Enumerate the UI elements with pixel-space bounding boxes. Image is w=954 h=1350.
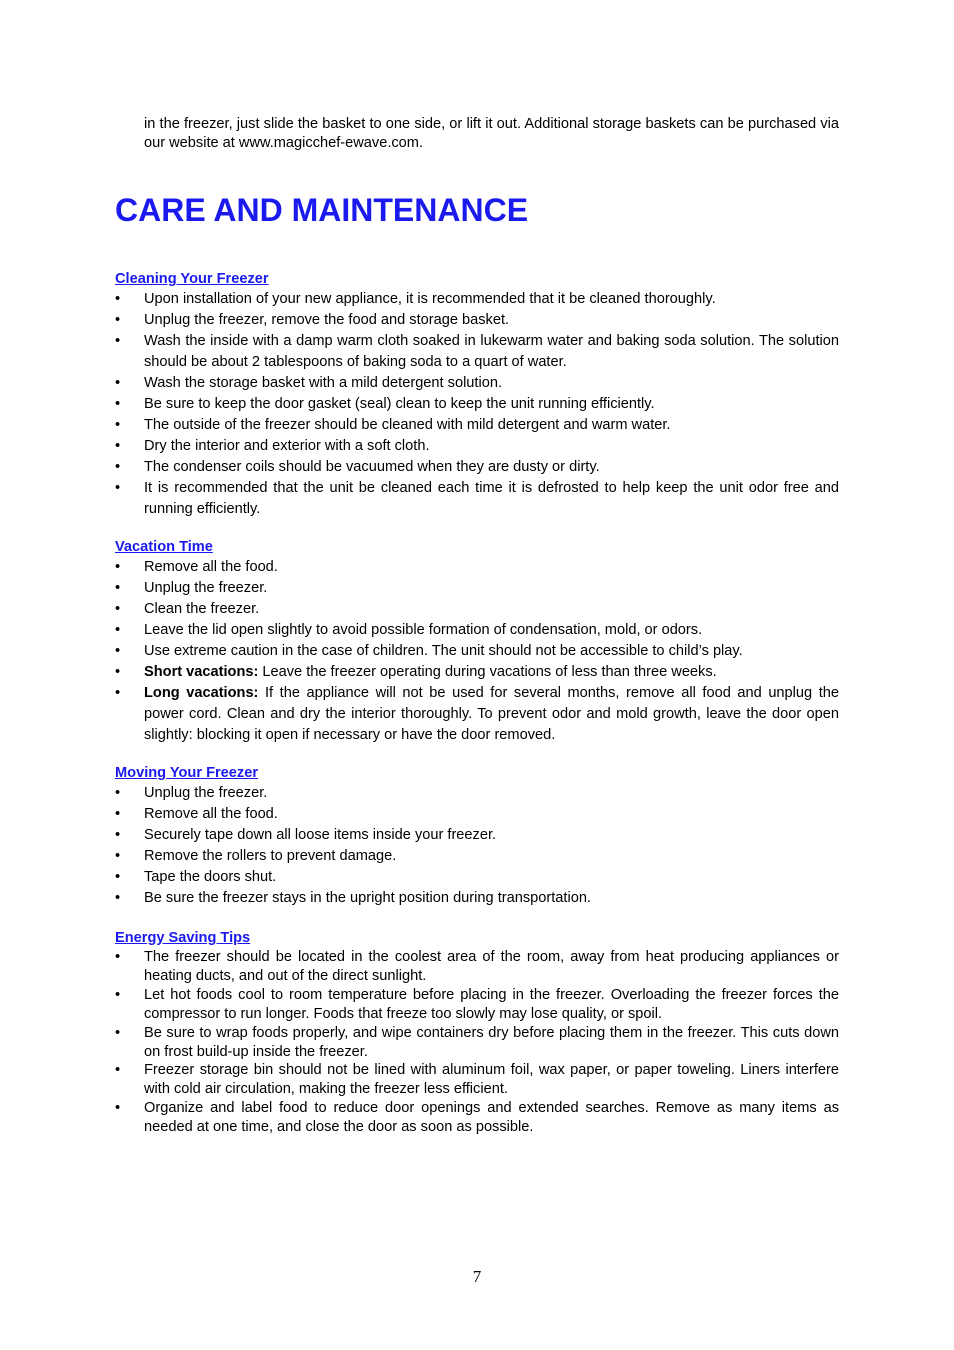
bullet-icon: •: [115, 685, 121, 701]
section-heading-energy: Energy Saving Tips: [115, 930, 251, 946]
list-item-text: Leave the freezer operating during vacations of less than three weeks.: [258, 664, 717, 680]
bullet-icon: •: [115, 438, 121, 454]
list-item-text: If the appliance will not be used for several months, remove all food and unplug the power cord. Clean and dry the interior thoroughly. To prevent odor and mold growth, leave the door open slightly: blocking it open if necessary or have the door removed.: [144, 685, 839, 743]
list-item-text: Upon installation of your new appliance, it is recommended that it be cleaned thoroughly.: [144, 291, 716, 307]
list-item: [115, 620, 839, 641]
list-item-text: It is recommended that the unit be cleaned each time it is defrosted to help keep the unit odor free and running efficiently.: [144, 480, 839, 517]
list-item: [115, 783, 839, 804]
list-item-lead: Long vacations:: [144, 685, 259, 701]
list-item-text: Wash the inside with a damp warm cloth soaked in lukewarm water and baking soda solution. The solution should be about 2 tablespoons of baking soda to a quart of water.: [144, 333, 839, 370]
section-heading-cleaning: Cleaning Your Freezer: [115, 271, 269, 287]
section-energy: [115, 929, 839, 1137]
bullet-icon: •: [115, 827, 121, 843]
list-item: [115, 662, 839, 683]
list-item: [115, 394, 839, 415]
page-number: 7: [472, 1267, 482, 1286]
section-heading-moving: Moving Your Freezer: [115, 765, 258, 781]
cleaning-list: [115, 289, 839, 520]
bullet-icon: •: [115, 580, 121, 596]
bullet-icon: •: [115, 333, 121, 349]
list-item-lead: Short vacations:: [144, 664, 259, 680]
bullet-icon: •: [115, 949, 121, 965]
list-item: [115, 457, 839, 478]
section-cleaning: [115, 270, 839, 520]
bullet-icon: •: [115, 480, 121, 496]
list-item: [115, 1061, 839, 1099]
bullet-icon: •: [115, 375, 121, 391]
list-item: [115, 986, 839, 1024]
bullet-icon: •: [115, 459, 121, 475]
list-item: [115, 436, 839, 457]
list-item-text: Organize and label food to reduce door openings and extended searches. Remove as many items as needed at one time, and close the door as soon as possible.: [144, 1100, 839, 1136]
list-item-text: Be sure to keep the door gasket (seal) clean to keep the unit running efficiently.: [144, 396, 655, 412]
bullet-icon: •: [115, 869, 121, 885]
bullet-icon: •: [115, 785, 121, 801]
list-item: [115, 310, 839, 331]
list-item: [115, 415, 839, 436]
list-item-text: Unplug the freezer, remove the food and storage basket.: [144, 312, 510, 328]
section-heading-vacation: Vacation Time: [115, 539, 213, 555]
list-item: [115, 846, 839, 867]
list-item: [115, 599, 839, 620]
vacation-list: [115, 557, 839, 746]
list-item: [115, 641, 839, 662]
bullet-icon: •: [115, 643, 121, 659]
list-item-text: Be sure to wrap foods properly, and wipe containers dry before placing them in the freezer. This cuts down on frost build-up inside the freezer.: [144, 1024, 839, 1060]
energy-list: [115, 948, 839, 1137]
list-item-text: Use extreme caution in the case of children. The unit should not be accessible to child’s play.: [144, 643, 743, 659]
bullet-icon: •: [115, 291, 121, 307]
list-item-text: Securely tape down all loose items inside your freezer.: [144, 827, 497, 843]
list-item: [115, 683, 839, 746]
list-item-text: Unplug the freezer.: [144, 580, 268, 596]
page-title: CARE AND MAINTENANCE: [115, 192, 529, 228]
list-item-text: Remove all the food.: [144, 806, 278, 822]
list-item-text: Wash the storage basket with a mild detergent solution.: [144, 375, 503, 391]
list-item: [115, 1024, 839, 1062]
list-item: [115, 331, 839, 373]
list-item-text: Tape the doors shut.: [144, 869, 277, 885]
bullet-icon: •: [115, 806, 121, 822]
list-item-text: Unplug the freezer.: [144, 785, 268, 801]
list-item: [115, 478, 839, 520]
list-item-text: The outside of the freezer should be cleaned with mild detergent and warm water.: [144, 417, 671, 433]
list-item: [115, 373, 839, 394]
list-item-text: Leave the lid open slightly to avoid possible formation of condensation, mold, or odors.: [144, 622, 703, 638]
list-item: [115, 578, 839, 599]
list-item-text: Dry the interior and exterior with a soft cloth.: [144, 438, 430, 454]
list-item: [115, 888, 839, 909]
list-item-text: The condenser coils should be vacuumed when they are dusty or dirty.: [144, 459, 600, 475]
list-item: [115, 948, 839, 986]
bullet-icon: •: [115, 312, 121, 328]
bullet-icon: •: [115, 396, 121, 412]
bullet-icon: •: [115, 1024, 121, 1041]
bullet-icon: •: [115, 1100, 121, 1117]
list-item: [115, 557, 839, 578]
list-item-text: Freezer storage bin should not be lined with aluminum foil, wax paper, or paper toweling. Liners interfere with cold air circulation, making the freezer less efficient.: [144, 1062, 839, 1098]
list-item: [115, 825, 839, 846]
bullet-icon: •: [115, 559, 121, 575]
list-item-text: Remove all the food.: [144, 559, 278, 575]
list-item-text: Remove the rollers to prevent damage.: [144, 848, 397, 864]
list-item: [115, 867, 839, 888]
bullet-icon: •: [115, 1062, 121, 1079]
list-item-text: Be sure the freezer stays in the upright position during transportation.: [144, 890, 591, 906]
bullet-icon: •: [115, 601, 121, 617]
bullet-icon: •: [115, 986, 121, 1003]
bullet-icon: •: [115, 622, 121, 638]
bullet-icon: •: [115, 664, 121, 680]
intro-paragraph: in the freezer, just slide the basket to one side, or lift it out. Additional storage baskets can be purchased via our website at www.magicchef-ewave.com.: [144, 116, 839, 151]
moving-list: [115, 783, 839, 909]
section-vacation: [115, 538, 839, 746]
list-item: [115, 289, 839, 310]
list-item-text: Let hot foods cool to room temperature before placing in the freezer. Overloading the freezer forces the compressor to run longer. Foods that freeze too slowly may lose quality, or spoil.: [144, 986, 839, 1022]
list-item-text: The freezer should be located in the coolest area of the room, away from heat producing appliances or heating ducts, and out of the direct sunlight.: [144, 949, 839, 984]
list-item: [115, 1099, 839, 1137]
bullet-icon: •: [115, 890, 121, 906]
section-moving: [115, 764, 839, 909]
bullet-icon: •: [115, 417, 121, 433]
bullet-icon: •: [115, 848, 121, 864]
list-item-text: Clean the freezer.: [144, 601, 260, 617]
list-item: [115, 804, 839, 825]
